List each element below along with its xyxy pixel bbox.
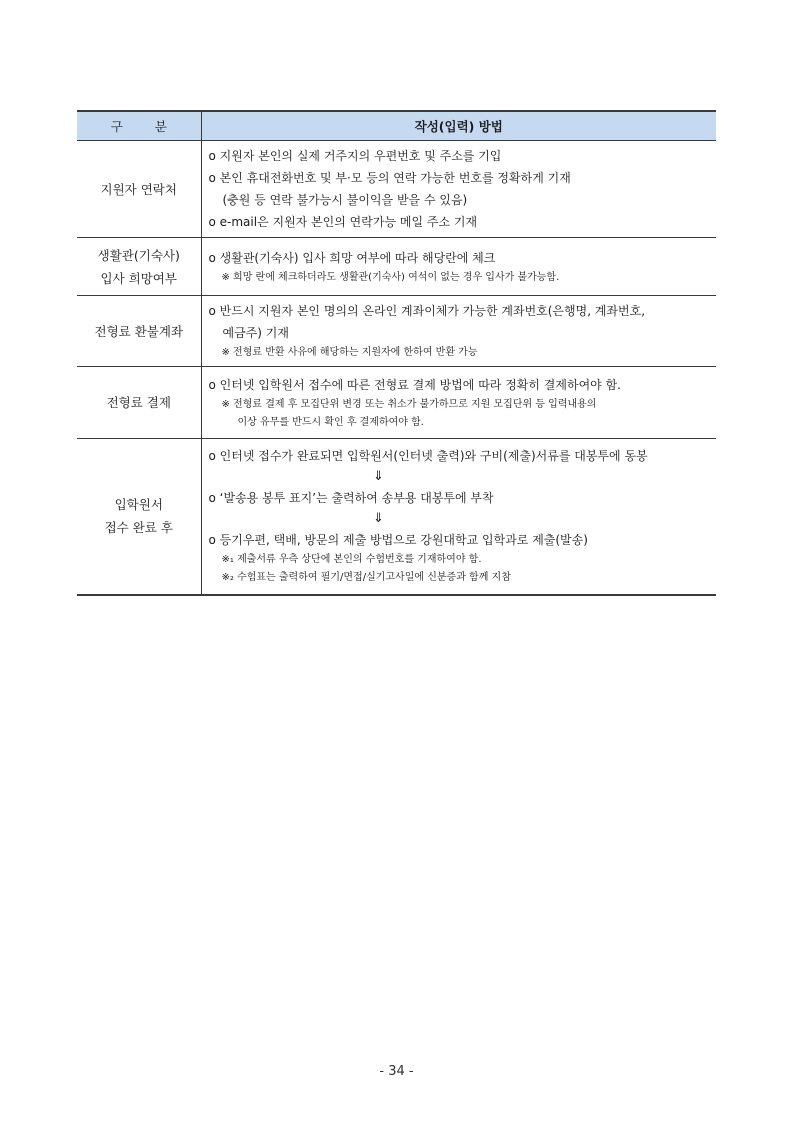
category-label: 지원자 연락처 bbox=[100, 181, 177, 197]
description-line: o 등기우편, 택배, 방문의 제출 방법으로 강원대학교 입학과로 제출(발송) bbox=[208, 533, 588, 548]
row-description bbox=[201, 238, 716, 296]
category-label: 접수 완료 후 bbox=[104, 520, 173, 536]
category-label: 전형료 결제 bbox=[106, 395, 171, 410]
description-line: o 본인 휴대전화번호 및 부·모 등의 연락 가능한 번호를 정확하게 기재 bbox=[208, 171, 571, 185]
note-line: ※ 전형료 반환 사유에 해당하는 지원자에 한하여 반환 가능 bbox=[221, 347, 478, 358]
table-row bbox=[77, 367, 716, 439]
description-line: o 반드시 지원자 본인 명의의 온라인 계좌이체가 가능한 계좌번호(은행명, 계좌번호, bbox=[208, 304, 646, 318]
row-description bbox=[201, 367, 716, 439]
description-line: o 인터넷 접수가 완료되면 입학원서(인터넷 출력)와 구비(제출)서류를 대봉투에 동봉 bbox=[208, 449, 648, 464]
row-category bbox=[77, 439, 201, 595]
note-line: ※₁ 제출서류 우측 상단에 본인의 수험번호를 기재하여야 함. bbox=[221, 554, 482, 566]
description-line: o ‘발송용 봉투 표지’는 출력하여 송부용 대봉투에 부착 bbox=[208, 491, 494, 506]
category-label: 전형료 환불계좌 bbox=[94, 323, 183, 339]
note-line: ※₂ 수험표는 출력하여 필기/면접/실기고사일에 신분증과 함께 지참 bbox=[221, 572, 511, 584]
category-label: 입학원서 bbox=[114, 497, 163, 513]
down-arrow-icon: ⇓ bbox=[373, 469, 384, 485]
row-category bbox=[77, 367, 201, 439]
row-category bbox=[77, 296, 201, 367]
header-method: 작성(입력) 방법 bbox=[201, 111, 716, 141]
description-line-continued: 예금주) 기재 bbox=[222, 326, 289, 340]
note-line-continued: 이상 유무를 반드시 확인 후 결제하여야 함. bbox=[237, 416, 424, 428]
instruction-table bbox=[77, 110, 716, 596]
description-line: o 생활관(기숙사) 입사 희망 여부에 따라 해당란에 체크 bbox=[208, 250, 496, 265]
description-line-continued: (충원 등 연락 불가능시 불이익을 받을 수 있음) bbox=[222, 193, 468, 207]
description-line: o 인터넷 입학원서 접수에 따른 전형료 결제 방법에 따라 정확히 결제하여야 함. bbox=[208, 377, 621, 392]
row-description bbox=[201, 296, 716, 367]
category-label: 생활관(기숙사) bbox=[97, 247, 180, 263]
header-category: 구 분 bbox=[77, 111, 201, 141]
down-arrow-icon: ⇓ bbox=[373, 511, 384, 527]
note-line: ※ 희망 란에 체크하더라도 생활관(기숙사) 여석이 없는 경우 입사가 불가능함. bbox=[221, 271, 560, 283]
table-row bbox=[77, 439, 716, 595]
page-number: - 34 - bbox=[379, 1064, 414, 1079]
note-line: ※ 전형료 결제 후 모집단위 변경 또는 취소가 불가하므로 지원 모집단위 등 입력내용의 bbox=[221, 398, 597, 410]
row-category bbox=[77, 238, 201, 296]
table-row bbox=[77, 238, 716, 296]
row-description bbox=[201, 439, 716, 595]
row-description bbox=[201, 141, 716, 238]
table-header-row bbox=[77, 111, 716, 141]
table-row bbox=[77, 296, 716, 367]
table-row bbox=[77, 141, 716, 238]
description-line: o 지원자 본인의 실제 거주지의 우편번호 및 주소를 기입 bbox=[208, 149, 502, 163]
category-label: 입사 희망여부 bbox=[100, 270, 177, 286]
description-line: o e-mail은 지원자 본인의 연락가능 메일 주소 기재 bbox=[208, 215, 478, 229]
row-category bbox=[77, 141, 201, 238]
